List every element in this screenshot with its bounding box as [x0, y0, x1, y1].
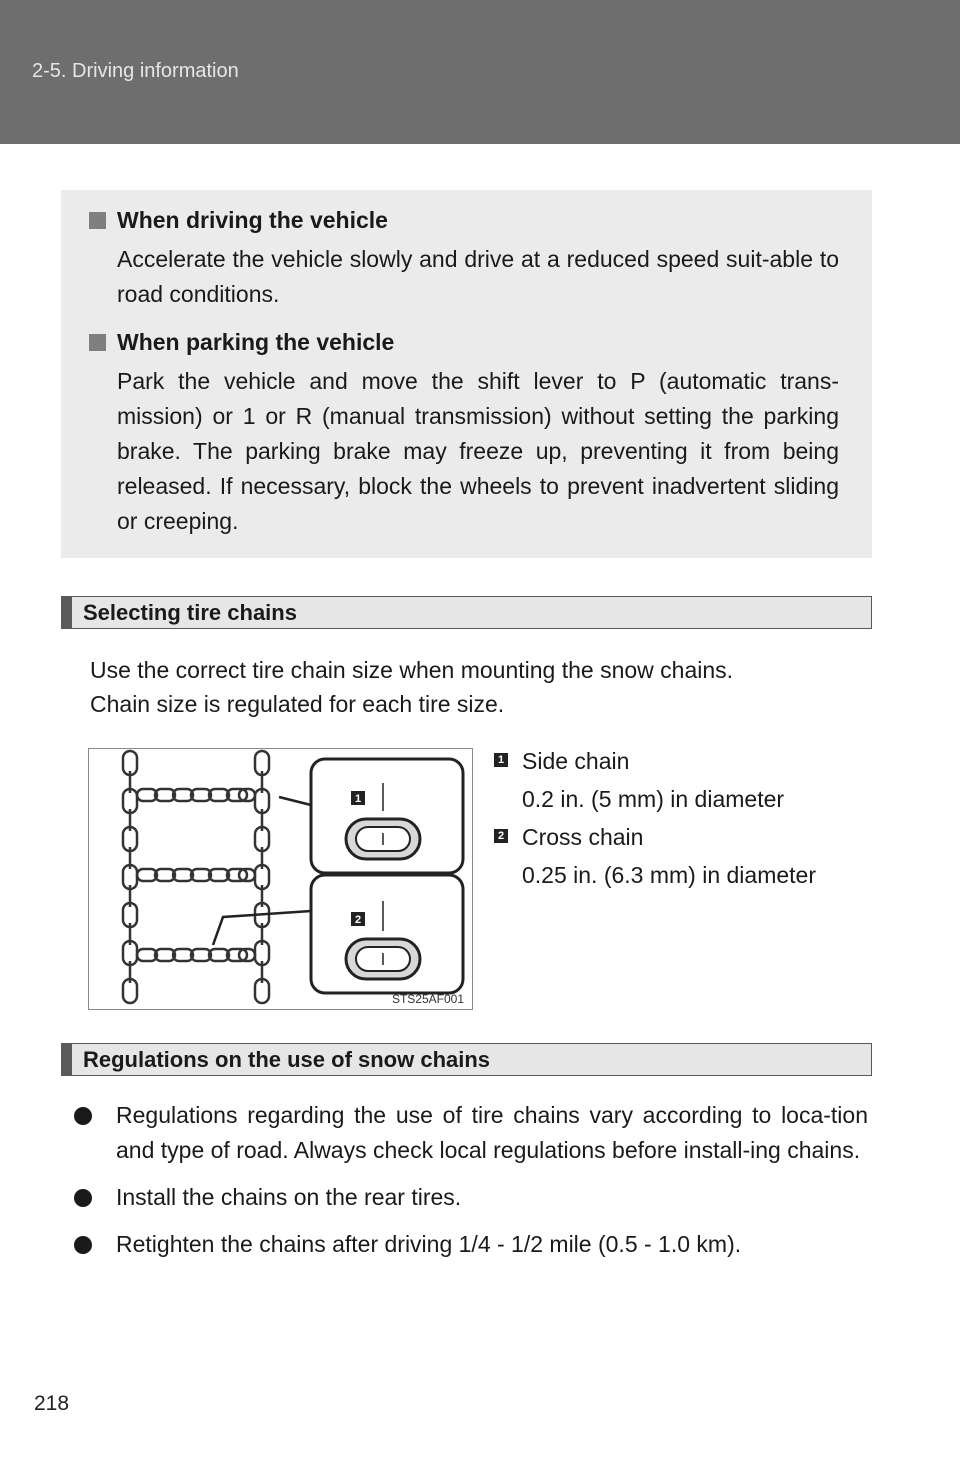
section-header-regulations	[61, 1043, 872, 1076]
section-bar	[62, 597, 72, 628]
info-item-driving	[87, 206, 839, 312]
info-item-parking	[87, 328, 839, 539]
callout-number-1: 1	[354, 793, 362, 805]
cross-chain-top	[137, 789, 255, 801]
info-body: Accelerate the vehicle slowly and drive at a reduced speed suit-able to road conditions.	[117, 246, 839, 307]
page-header	[0, 0, 960, 144]
info-box	[61, 190, 872, 558]
callout-panel-1	[279, 759, 463, 873]
list-item: Retighten the chains after driving 1/4 - 1/2 mile (0.5 - 1.0 km).	[74, 1227, 868, 1262]
list-item: Install the chains on the rear tires.	[74, 1180, 868, 1215]
side-chain-right	[255, 751, 269, 1003]
legend-label: Side chain	[522, 748, 630, 774]
bullet-dot-icon	[74, 1107, 92, 1125]
section-bar	[62, 1044, 72, 1075]
tire-chain-illustration	[89, 749, 472, 1009]
info-heading: When driving the vehicle	[117, 207, 388, 233]
legend-item-side-chain	[494, 742, 816, 818]
callout-number-2: 2	[354, 914, 362, 926]
tire-chain-figure	[88, 748, 473, 1010]
info-body: Park the vehicle and move the shift lever to P (automatic trans-mission) or 1 or R (manual transmission) without setting the parking brake. The parking brake may freeze up, preventing it from being released. If necessary, block the wheels to prevent inadvertent sliding or creeping.	[117, 368, 839, 534]
info-heading: When parking the vehicle	[117, 329, 395, 355]
legend-description: 0.25 in. (6.3 mm) in diameter	[522, 862, 817, 888]
intro-line-2: Chain size is regulated for each tire size.	[90, 691, 505, 717]
intro-line-1: Use the correct tire chain size when mounting the snow chains.	[90, 657, 734, 683]
section1-intro	[90, 653, 733, 721]
square-bullet-icon	[89, 334, 106, 351]
legend-number-badge: 1	[494, 753, 508, 767]
cross-chain-middle	[137, 869, 255, 881]
bullet-dot-icon	[74, 1189, 92, 1207]
regulations-list	[74, 1098, 868, 1274]
section-title: Regulations on the use of snow chains	[83, 1046, 491, 1072]
legend-label: Cross chain	[522, 824, 644, 850]
legend-description: 0.2 in. (5 mm) in diameter	[522, 786, 785, 812]
bullet-dot-icon	[74, 1236, 92, 1254]
figure-legend	[494, 742, 816, 894]
callout-panel-2	[213, 875, 463, 993]
legend-item-cross-chain	[494, 818, 816, 894]
square-bullet-icon	[89, 212, 106, 229]
section-breadcrumb: 2-5. Driving information	[32, 60, 239, 82]
side-chain-left	[123, 751, 137, 1003]
legend-number-badge: 2	[494, 829, 508, 843]
cross-chain-bottom	[137, 949, 255, 961]
page-number: 218	[34, 1392, 70, 1415]
figure-code: STS25AF001	[391, 992, 464, 1006]
section-header-selecting-tire-chains	[61, 596, 872, 629]
list-item: Regulations regarding the use of tire chains vary according to loca-tion and type of road. Always check local regulations before install-ing chains.	[74, 1098, 868, 1168]
section-title: Selecting tire chains	[83, 599, 297, 625]
